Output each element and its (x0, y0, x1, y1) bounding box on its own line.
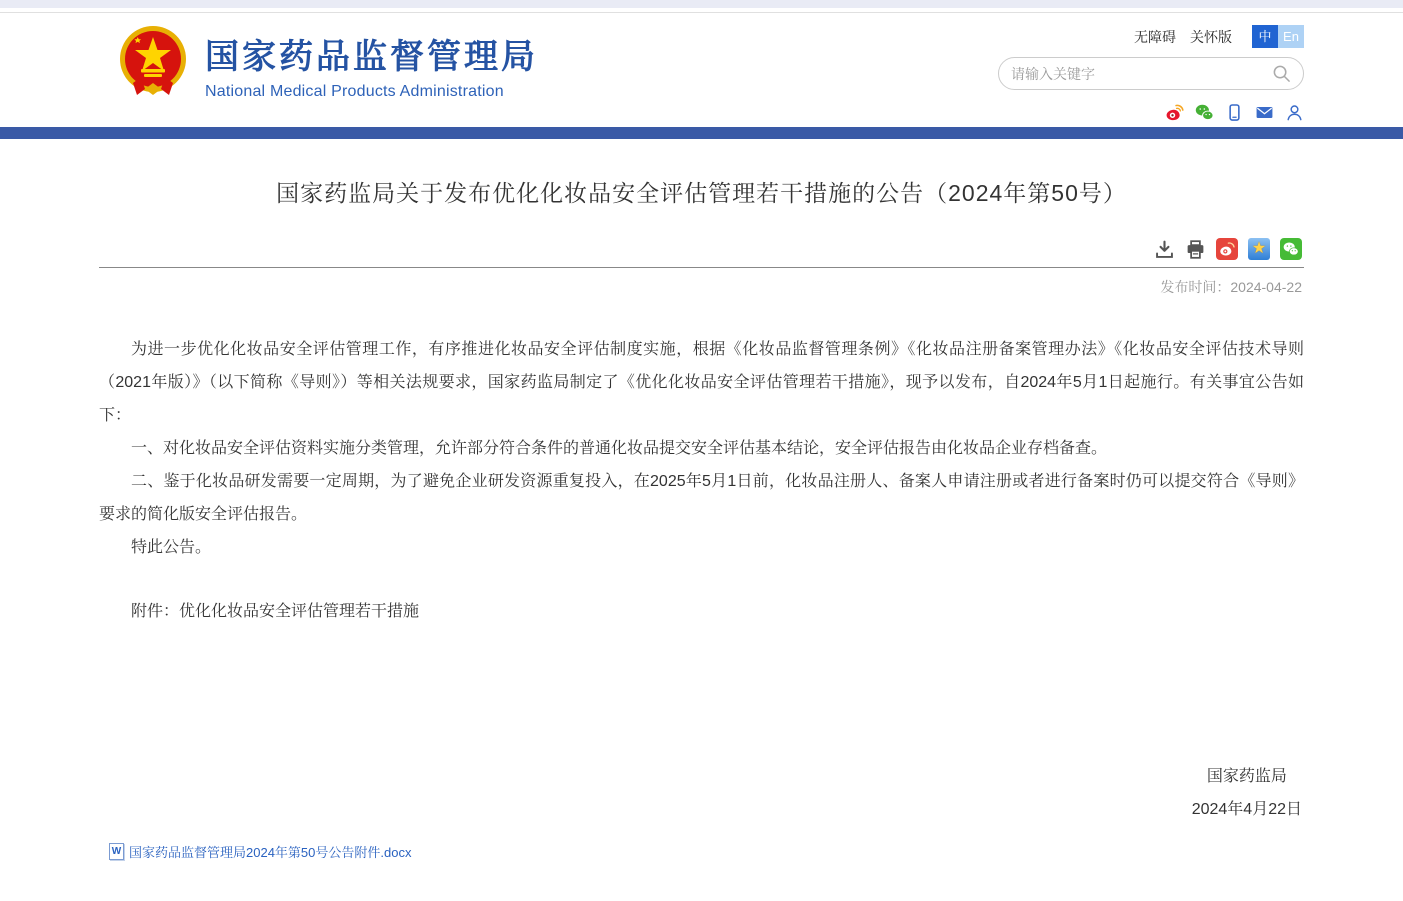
social-icons (1165, 103, 1304, 122)
search-icon[interactable] (1272, 64, 1291, 83)
lang-en-button[interactable]: En (1278, 25, 1304, 48)
site-title: 国家药品监督管理局 (205, 38, 538, 76)
paragraph: 一、对化妆品安全评估资料实施分类管理，允许部分符合条件的普通化妆品提交安全评估基本结论，安全评估报告由化妆品企业存档备查。 (131, 440, 1108, 457)
search-box (998, 57, 1304, 90)
language-switcher (1252, 25, 1304, 48)
email-icon[interactable] (1255, 103, 1274, 122)
star-glyph: ★ (1251, 240, 1267, 257)
lang-zh-button[interactable]: 中 (1252, 25, 1278, 48)
share-wechat-icon[interactable] (1280, 238, 1302, 260)
paragraph: 为进一步优化化妆品安全评估管理工作，有序推进化妆品安全评估制度实施，根据《化妆品监督管理条例》《化妆品注册备案管理办法》《化妆品安全评估技术导则（2021年版）》（以下简称《导则》）等相关法规要求，国家药监局制定了《优化化妆品安全评估管理若干措施》，现予以发布，自2024年5月1日起施行。有关事宜公告如下： (99, 341, 1304, 424)
word-doc-icon: W (109, 843, 124, 860)
site-header (0, 13, 1403, 127)
paragraph: 特此公告。 (131, 539, 212, 556)
search-input[interactable] (1011, 66, 1272, 82)
user-icon[interactable] (1285, 103, 1304, 122)
page-title: 国家药监局关于发布优化化妆品安全评估管理若干措施的公告（2024年第50号） (276, 180, 1127, 206)
article-body (99, 333, 1304, 628)
weibo-icon[interactable] (1165, 103, 1184, 122)
title-divider (99, 267, 1304, 268)
print-icon[interactable] (1185, 239, 1206, 260)
signature-date: 2024年4月22日 (1191, 801, 1302, 818)
national-emblem-icon (119, 25, 187, 97)
top-links (1134, 25, 1304, 48)
signature-block (1192, 760, 1302, 826)
top-strip (0, 0, 1403, 8)
mobile-icon[interactable] (1225, 103, 1244, 122)
announcement-article (99, 139, 1304, 901)
share-qzone-icon[interactable] (1248, 238, 1270, 260)
care-version-link[interactable]: 关怀版 (1190, 28, 1232, 45)
attachment-note: 附件：优化化妆品安全评估管理若干措施 (131, 603, 420, 620)
publish-date: 发布时间：2024-04-22 (1160, 279, 1302, 295)
site-subtitle: National Medical Products Administration (205, 83, 504, 100)
header-band (0, 127, 1403, 139)
download-icon[interactable] (1154, 239, 1175, 260)
attachment-link[interactable]: 国家药品监督管理局2024年第50号公告附件.docx (129, 845, 412, 860)
paragraph: 二、鉴于化妆品研发需要一定周期，为了避免企业研发资源重复投入，在2025年5月1日前，化妆品注册人、备案人申请注册或者进行备案时仍可以提交符合《导则》要求的简化版安全评估报告。 (99, 473, 1304, 523)
site-logo[interactable] (119, 25, 538, 127)
share-weibo-icon[interactable] (1216, 238, 1238, 260)
article-toolbar (99, 238, 1304, 260)
wechat-icon[interactable] (1195, 103, 1214, 122)
signature-name: 国家药监局 (1206, 768, 1287, 785)
accessibility-link[interactable]: 无障碍 (1134, 28, 1176, 45)
